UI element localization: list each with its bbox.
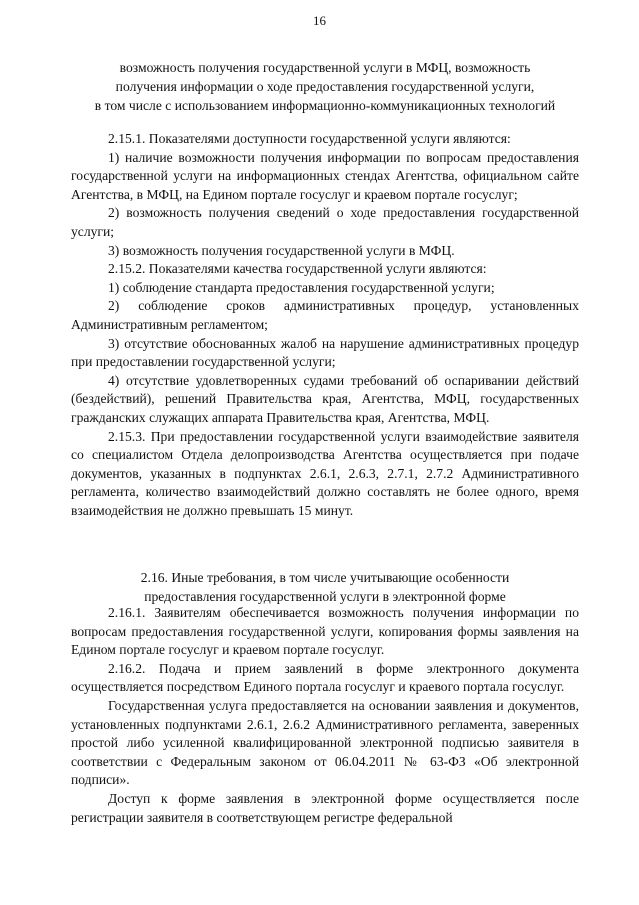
paragraph: 1) наличие возможности получения информации по вопросам предоставления государственной услуги на информационных стендах Агентства, официальном сайте Агентства, в МФЦ, на Едином портале госуслуг и краевом портале госуслуг; <box>71 149 579 202</box>
paragraph: 3) отсутствие обоснованных жалоб на нарушение административных процедур при предоставлении государственной услуги; <box>71 335 579 370</box>
heading-line: 2.16. Иные требования, в том числе учитывающие особенности <box>140 570 510 585</box>
section-body-electronic-form <box>71 604 579 827</box>
section-heading-accessibility <box>71 58 579 115</box>
page-number: 16 <box>313 13 326 28</box>
paragraph: 2) возможность получения сведений о ходе предоставления государственной услуги; <box>71 205 579 239</box>
section-heading-electronic-form <box>71 568 579 606</box>
paragraph: 1) соблюдение стандарта предоставления государственной услуги; <box>108 279 495 295</box>
paragraph: 2.15.2. Показателями качества государственной услуги являются: <box>108 261 487 277</box>
paragraph: 2.16.2. Подача и прием заявлений в форме электронного документа осуществляется посредством Единого портала госуслуг и краевого портала госуслуг. <box>71 660 579 695</box>
paragraph: 2.15.3. При предоставлении государственной услуги взаимодействие заявителя со специалистом Отдела делопроизводства Агентства осуществляется при подаче документов, указанных в подпунктах 2.6.1, 2.6.3, 2.7.1, 2.7.2 Административного регламента, количество взаимодействий должно составлять не более одного, время взаимодействия не должно превышать 15 минут. <box>71 428 579 518</box>
paragraph: 2.16.1. Заявителям обеспечивается возможность получения информации по вопросам предоставления государственной услуги, копирования формы заявления на Едином портале госуслуг и краевом портале госуслуг. <box>71 605 579 658</box>
heading-line: получения информации о ходе предоставления государственной услуги, <box>115 79 535 94</box>
paragraph: 3) возможность получения государственной услуги в МФЦ. <box>108 242 455 258</box>
paragraph: 2.15.1. Показателями доступности государственной услуги являются: <box>108 131 511 146</box>
heading-line: предоставления государственной услуги в электронной форме <box>144 589 506 604</box>
paragraph: 4) отсутствие удовлетворенных судами требований об оспаривании действий (бездействий), решений Правительства края, Агентства, МФЦ, государственных гражданских служащих аппарата Правительства края, Агентства, МФЦ. <box>71 372 579 425</box>
heading-line: в том числе с использованием информационно-коммуникационных технологий <box>94 98 556 113</box>
section-body-indicators <box>71 130 579 520</box>
paragraph: Доступ к форме заявления в электронной форме осуществляется после регистрации заявителя в соответствующем регистре федеральной <box>71 790 579 825</box>
heading-line: возможность получения государственной услуги в МФЦ, возможность <box>119 60 531 75</box>
paragraph: 2) соблюдение сроков административных процедур, установленных Административным регламентом; <box>71 298 579 332</box>
paragraph: Государственная услуга предоставляется на основании заявления и документов, установленных подпунктами 2.6.1, 2.6.2 Административного регламента, заверенных простой либо усиленной квалифицированной электронной подписью заявителя в соответствии с Федеральным законом от 06.04.2011 № 63-ФЗ «Об электронной подписи». <box>71 697 579 788</box>
